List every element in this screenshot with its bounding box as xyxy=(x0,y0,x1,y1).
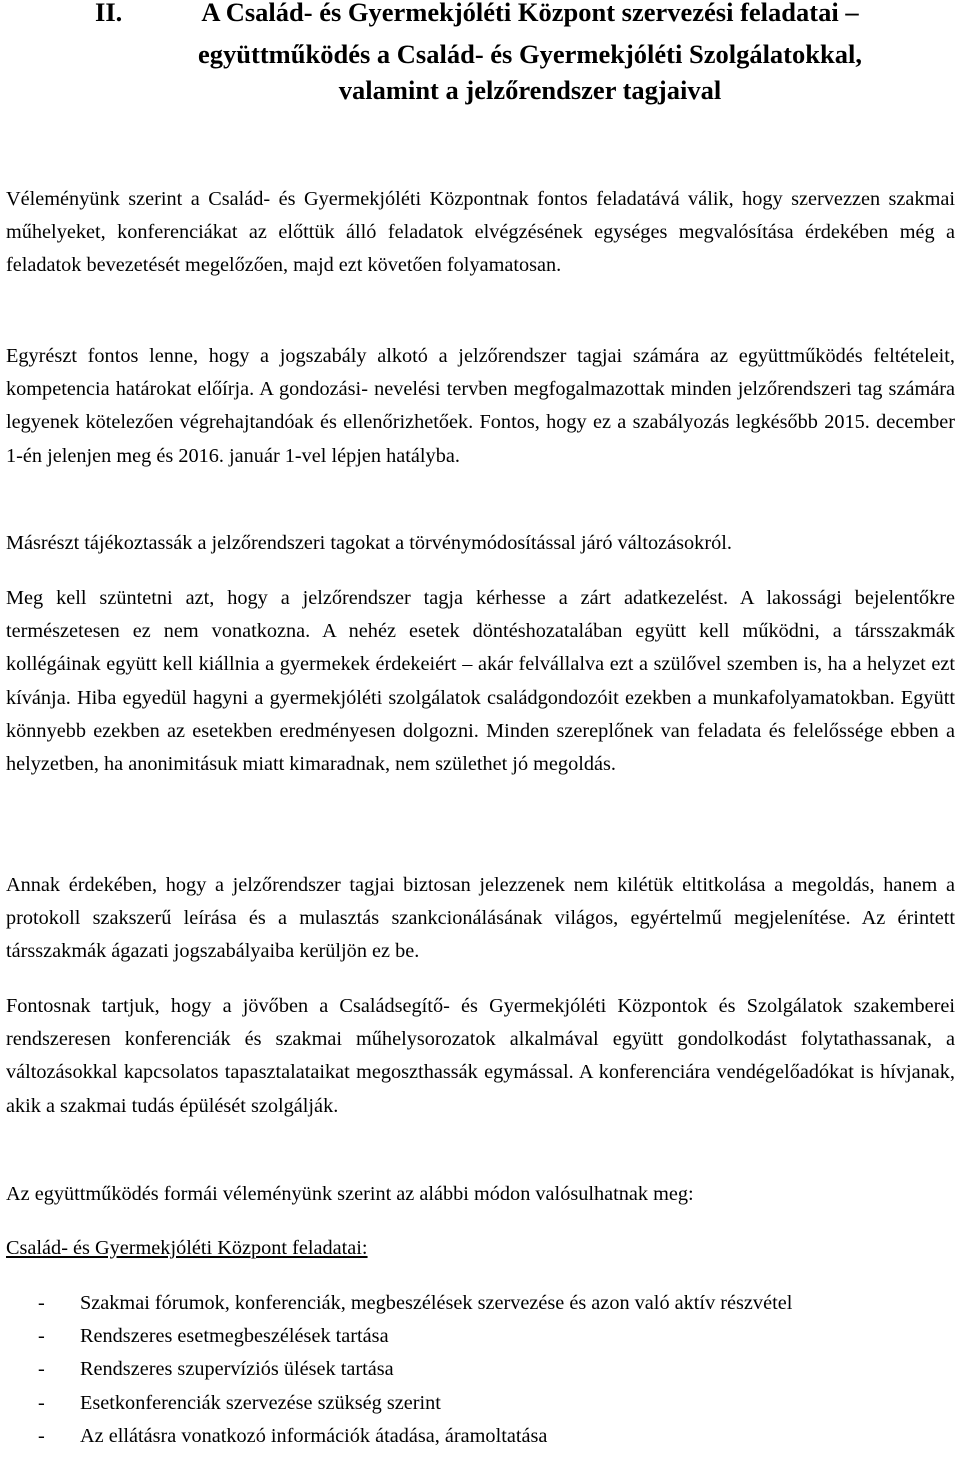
list-item-text: Esetkonferenciák szervezése szükség szerint xyxy=(80,1391,441,1414)
list-item-text: Rendszeres esetmegbeszélések tartása xyxy=(80,1325,389,1348)
list-bullet: - xyxy=(38,1358,45,1381)
paragraph-cooperation-forms: Az együttműködés formái véleményünk szerint az alábbi módon valósulhatnak meg: xyxy=(6,1183,694,1205)
list-item-text: Rendszeres szupervíziós ülések tartása xyxy=(80,1358,394,1381)
list-bullet: - xyxy=(38,1325,45,1348)
paragraph-information: Másrészt tájékoztassák a jelzőrendszeri tagokat a törvénymódosítással járó változásokról. xyxy=(6,532,732,554)
list-item xyxy=(6,1420,955,1453)
list-item-text: Szakmai fórumok, konferenciák, megbeszélések szervezése és azon való aktív részvétel xyxy=(80,1292,793,1314)
list-bullet: - xyxy=(38,1424,45,1447)
paragraph-legislation: Egyrészt fontos lenne, hogy a jogszabály alkotó a jelzőrendszer tagjai számára az együttműködés feltételeit, kompetencia határokat előírja. A gondozási- nevelési tervben megfogalmazottak minden jelzőrendszeri tag számára legyenek kötelezően végrehajtandóak és ellenőrizhetőek. Fontos, hogy ez a szabályozás legkésőbb 2015. december 1-én jelenjen meg és 2016. január 1-vel lépjen hatályba. xyxy=(6,345,955,467)
heading-line-1: A Család- és Gyermekjóléti Központ szervezési feladatai – xyxy=(201,0,859,27)
subheading-center-tasks: Család- és Gyermekjóléti Központ feladatai: xyxy=(6,1237,368,1259)
heading-line-2: együttműködés a Család- és Gyermekjóléti Szolgálatokkal, xyxy=(198,39,862,69)
list-item-text: Az ellátásra vonatkozó információk átadása, áramoltatása xyxy=(80,1424,548,1447)
list-item xyxy=(6,1387,955,1420)
paragraph-opinion: Véleményünk szerint a Család- és Gyermekjóléti Központnak fontos feladatává válik, hogy szervezzen szakmai műhelyeket, konferenciákat az előttük álló feladatok elvégzésének egységes megvalósítása érdekében még a feladatok bevezetését megelőzően, majd ezt követően folyamatosan. xyxy=(6,188,955,277)
paragraph-confidentiality: Meg kell szüntetni azt, hogy a jelzőrendszer tagja kérhesse a zárt adatkezelést. A lakossági bejelentőkre természetesen ez nem vonatkozna. A nehéz esetek döntéshozatalában együtt kell működni, a társszakmák kollégáinak együtt kell kiállnia a gyermekek érdekeiért – akár felvállalva ezt a szülővel szemben is, ha a helyzet ezt kívánja. Hiba egyedül hagyni a gyermekjóléti szolgálatok családgondozóit ezekben a munkafolyamatokban. Együtt könnyebb ezekben az esetekben eredményesen dolgozni. Minden szereplőnek van feladata és felelőssége ebben a helyzetben, ha anonimitásuk miatt kimaradnak, nem születhet jó megoldás. xyxy=(6,587,955,776)
heading-line-3: valamint a jelzőrendszer tagjaival xyxy=(338,75,722,105)
list-bullet: - xyxy=(38,1292,45,1314)
list-item xyxy=(6,1287,955,1320)
list-item xyxy=(6,1353,955,1386)
paragraph-conferences: Fontosnak tartjuk, hogy a jövőben a Családsegítő- és Gyermekjóléti Központok és Szolgálatok szakemberei rendszeresen konferenciák és szakmai műhelysorozatok alkalmával együtt gondolkodást folytathassanak, a változásokkal kapcsolatos tapasztalataikat megoszthassák egymással. A konferenciára vendégelőadókat is hívjanak, akik a szakmai tudás épülését szolgálják. xyxy=(6,995,955,1117)
paragraph-protocol: Annak érdekében, hogy a jelzőrendszer tagjai biztosan jelezzenek nem kilétük eltitkolása a megoldás, hanem a protokoll szakszerű leírása és a mulasztás szankcionálásának világos, egyértelmű megjelenítése. Az érintett társszakmák ágazati jogszabályaiba kerüljön ez be. xyxy=(6,874,955,963)
list-item xyxy=(6,1320,955,1353)
list-bullet: - xyxy=(38,1391,45,1414)
section-number: II. xyxy=(95,0,123,27)
task-list xyxy=(6,1287,955,1453)
